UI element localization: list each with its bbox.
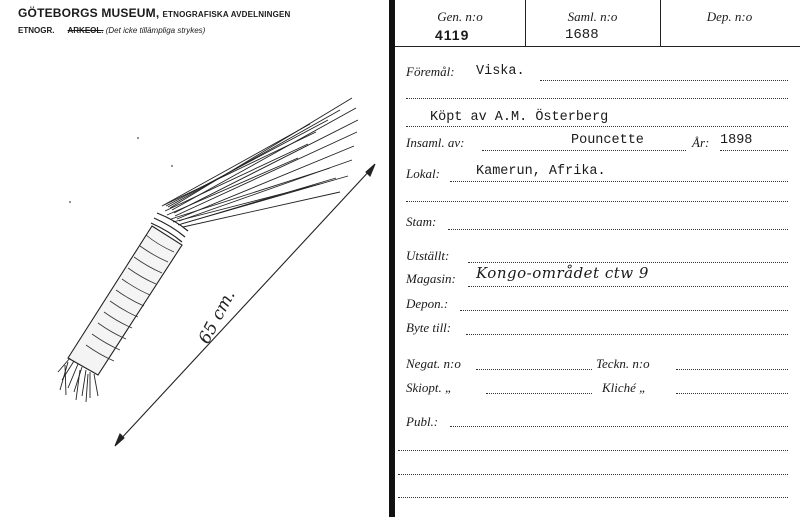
insaml-label: Insaml. av:	[406, 135, 465, 150]
utstallt-label: Utställt:	[406, 248, 450, 263]
arkeol-label: ARKEOL.	[67, 26, 104, 35]
magasin-label: Magasin:	[406, 271, 456, 286]
foremal-value: Viska.	[476, 64, 525, 79]
museum-name: GÖTEBORGS MUSEUM,	[18, 6, 160, 20]
etnogr-label: ETNOGR.	[18, 26, 55, 35]
bristles	[162, 98, 358, 227]
foremal-label: Föremål:	[406, 64, 455, 79]
lokal-label: Lokal:	[406, 166, 440, 181]
ar-label: År:	[692, 135, 710, 150]
magasin-value: Kongo-området ctw 9	[476, 264, 649, 282]
byte-label: Byte till:	[406, 320, 452, 335]
strike-note: (Det icke tillämpliga strykes)	[105, 26, 206, 35]
dep-label: Dep. n:o	[706, 9, 753, 24]
depon-label: Depon.:	[406, 296, 449, 311]
measure-arrow	[115, 164, 375, 446]
gen-label: Gen. n:o	[437, 9, 483, 24]
teckn-label: Teckn. n:o	[596, 356, 650, 371]
insaml-value: Pouncette	[571, 133, 644, 148]
header-line2	[18, 26, 205, 35]
saml-cell	[525, 0, 661, 46]
measure-label: 65 cm.	[194, 286, 240, 348]
saml-label: Saml. n:o	[567, 9, 618, 24]
department-name: ETNOGRAFISKA AVDELNINGEN	[162, 10, 291, 19]
gen-cell	[395, 0, 526, 46]
gen-value: 4119	[435, 27, 470, 43]
negat-label: Negat. n:o	[406, 356, 461, 371]
handle	[68, 226, 182, 375]
publ-label: Publ.:	[406, 414, 439, 429]
number-row	[395, 0, 800, 47]
skiopt-label: Skiopt. „	[406, 380, 453, 395]
saml-value: 1688	[565, 27, 599, 43]
ar-value: 1898	[720, 133, 753, 148]
dep-cell	[660, 0, 799, 46]
museum-header	[18, 6, 291, 20]
kopt-value: Köpt av A.M. Österberg	[430, 110, 609, 125]
card-divider	[389, 0, 395, 517]
stam-label: Stam:	[406, 214, 437, 229]
whisk-drawing	[40, 80, 390, 460]
kliche-label: Kliché „	[602, 380, 647, 395]
lokal-value: Kamerun, Afrika.	[476, 164, 606, 179]
